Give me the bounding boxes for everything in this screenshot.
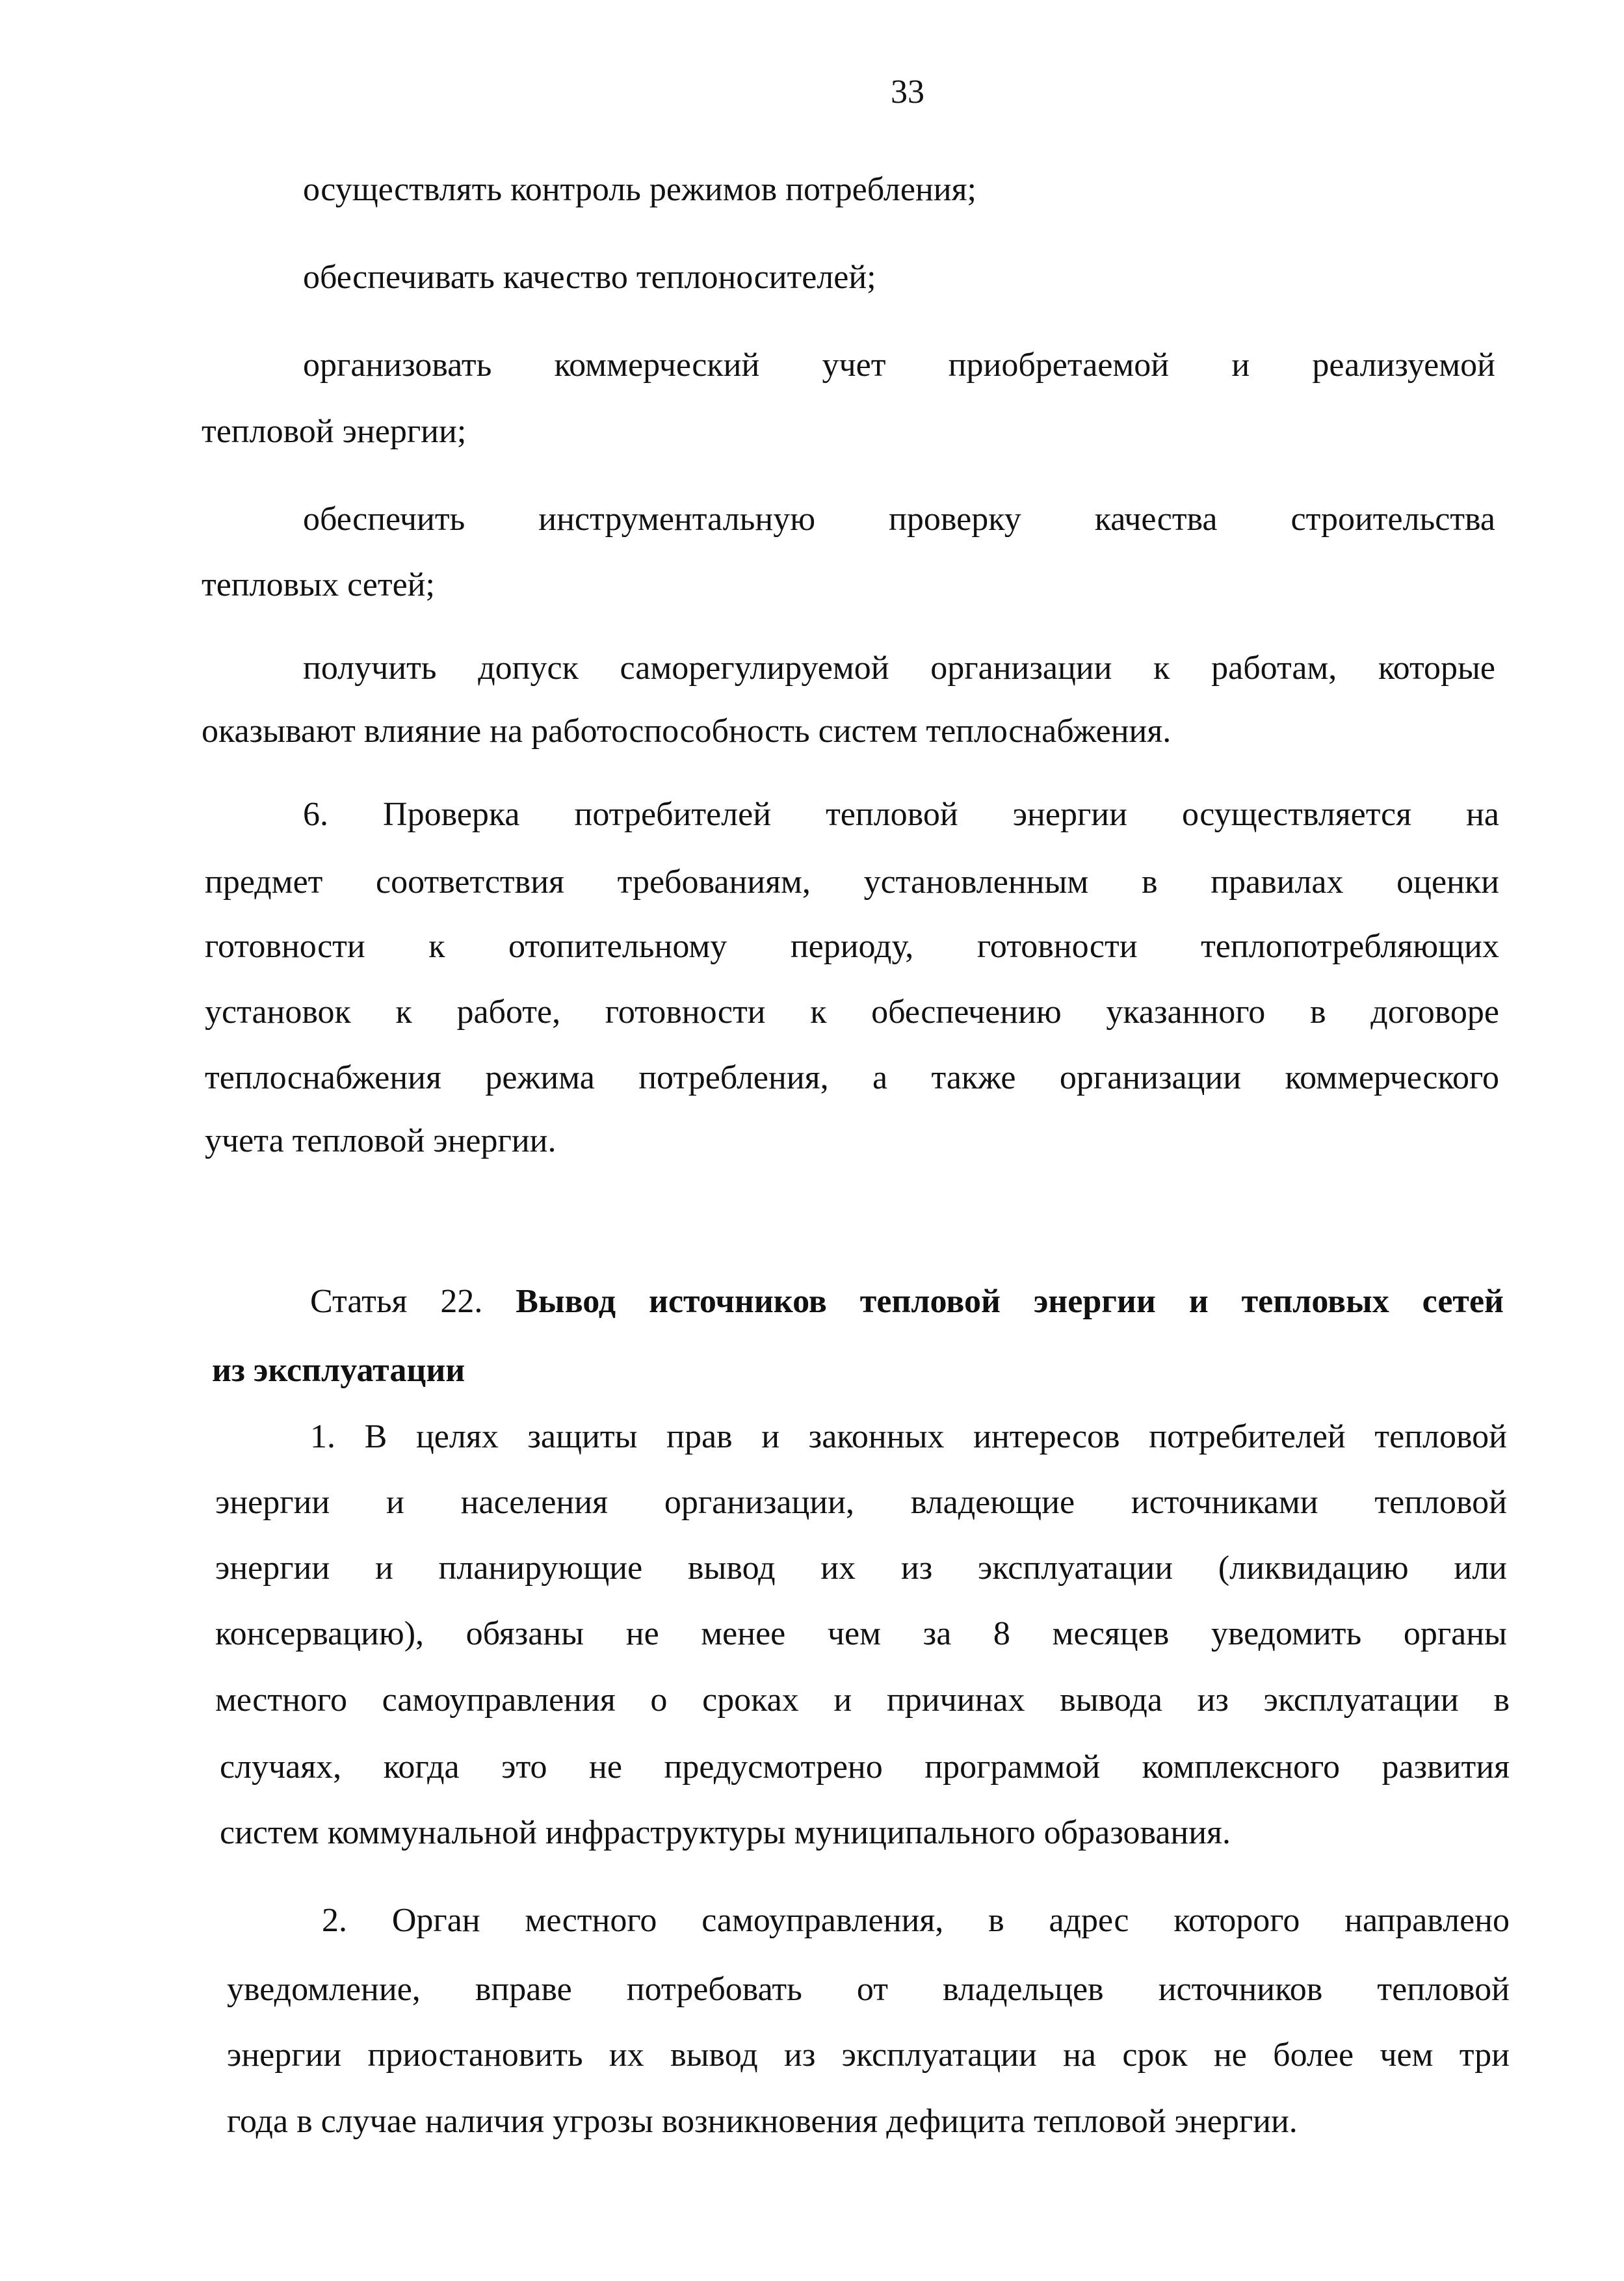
text-line: года в случае наличия угрозы возникновения дефицита тепловой энергии. [227, 2103, 1298, 2140]
text-line: осуществлять контроль режимов потребления; [303, 171, 976, 208]
text-line: систем коммунальной инфраструктуры муниципального образования. [220, 1814, 1231, 1851]
article-number: Статья 22. [310, 1283, 483, 1320]
text-line: случаях, когда это не предусмотрено программой комплексного развития [220, 1748, 1510, 1786]
text-line: 1. В целях защиты прав и законных интересов потребителей тепловой [310, 1418, 1507, 1455]
text-line: теплоснабжения режима потребления, а также организации коммерческого [205, 1059, 1499, 1096]
text-line: оказывают влияние на работоспособность систем теплоснабжения. [202, 713, 1172, 750]
article-title-continued [212, 1350, 465, 1391]
text-line: предмет соответствия требованиям, установленным в правилах оценки [205, 864, 1499, 901]
text-line: получить допуск саморегулируемой организации к работам, которые [303, 650, 1495, 687]
article-title: Вывод источников тепловой энергии и тепловых сетей [516, 1283, 1504, 1320]
text-line: готовности к отопительному периоду, готовности теплопотребляющих [205, 928, 1499, 965]
text-line: обеспечивать качество теплоносителей; [303, 259, 876, 296]
article-title-line2: из эксплуатации [212, 1352, 465, 1389]
text-line: организовать коммерческий учет приобретаемой и реализуемой [303, 347, 1495, 384]
text-line: установок к работе, готовности к обеспечению указанного в договоре [205, 994, 1499, 1031]
text-line: тепловой энергии; [202, 413, 467, 450]
text-line: энергии и планирующие вывод их из эксплуатации (ликвидацию или [215, 1549, 1507, 1587]
text-line: уведомление, вправе потребовать от владельцев источников тепловой [227, 1971, 1510, 2008]
text-line: энергии приостановить их вывод из эксплуатации на срок не более чем три [227, 2037, 1510, 2074]
text-line: энергии и населения организации, владеющие источниками тепловой [215, 1484, 1507, 1521]
page-number: 33 [891, 73, 924, 111]
text-line: 2. Орган местного самоуправления, в адрес которого направлено [322, 1902, 1510, 1939]
text-line: консервацию), обязаны не менее чем за 8 месяцев уведомить органы [215, 1615, 1507, 1652]
text-line: учета тепловой энергии. [205, 1122, 557, 1159]
article-heading [310, 1281, 1504, 1323]
text-line: обеспечить инструментальную проверку качества строительства [303, 501, 1495, 538]
text-line: 6. Проверка потребителей тепловой энергии осуществляется на [303, 796, 1499, 833]
text-line: тепловых сетей; [202, 566, 435, 603]
text-line: местного самоуправления о сроках и причинах вывода из эксплуатации в [215, 1681, 1510, 1719]
